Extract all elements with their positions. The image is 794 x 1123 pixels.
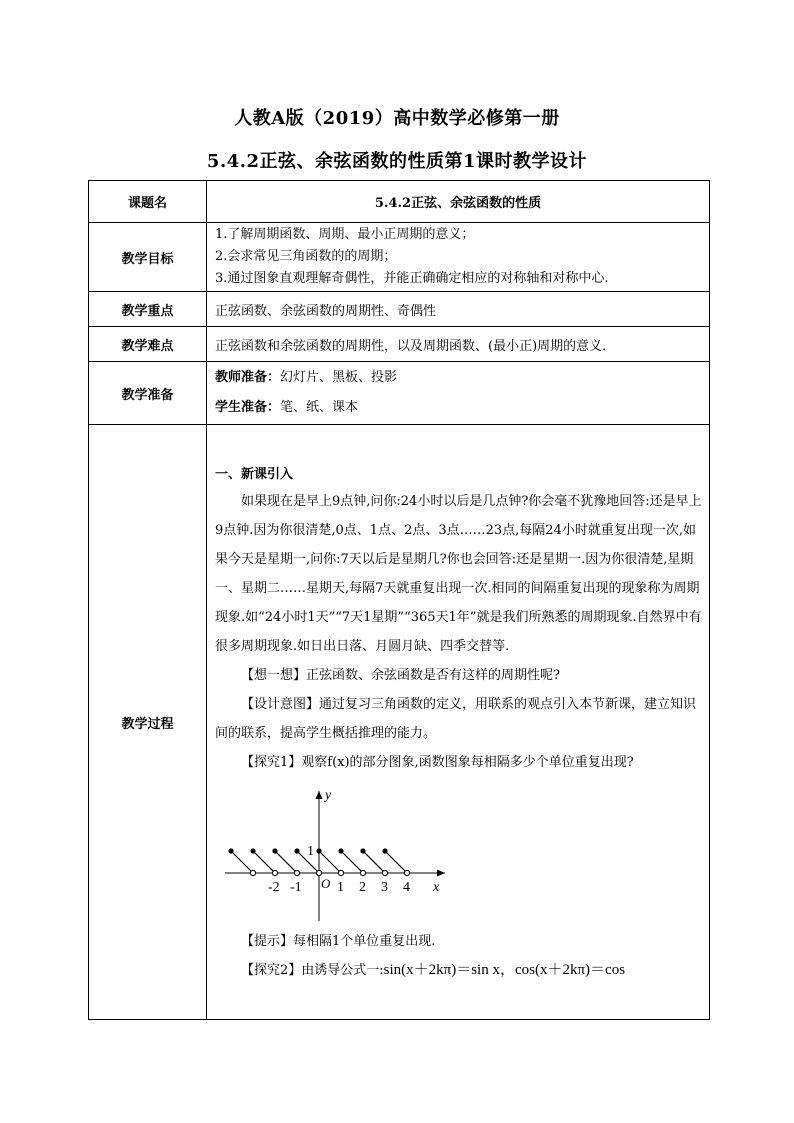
- prep-content: [207, 362, 710, 425]
- prep-student-label: 学生准备：: [215, 400, 281, 415]
- x-tick-label: 4: [403, 880, 410, 895]
- graph-point-open: [404, 870, 409, 875]
- prep-student-value: 笔、纸、课本: [280, 400, 359, 415]
- x-tick-label: -2: [268, 880, 280, 895]
- row-goals: [89, 223, 710, 292]
- origin-label: O: [321, 876, 331, 891]
- course-label: 课题名: [89, 181, 207, 223]
- graph-point-open: [250, 870, 255, 875]
- key-label: 教学重点: [89, 292, 207, 327]
- row-key-points: [89, 292, 710, 327]
- goal-item: 2.会求常见三角函数的的周期；: [215, 249, 397, 264]
- row-difficulties: [89, 327, 710, 362]
- graph-point-open: [272, 870, 277, 875]
- prep-label: 教学准备: [89, 362, 207, 425]
- graph-point-filled: [360, 848, 365, 853]
- lesson-plan-table: [88, 180, 710, 1020]
- graph-segment: [319, 851, 341, 873]
- proc-explore-2: [215, 956, 705, 985]
- graph-point-filled: [316, 848, 321, 853]
- graph-segment: [341, 851, 363, 873]
- graph-point-open: [316, 870, 321, 875]
- graph-point-filled: [228, 848, 233, 853]
- proc-design-intent: 【设计意图】通过复习三角函数的定义，用联系的观点引入本节新课，建立知识间的联系，提高学生概括推理的能力。: [215, 697, 697, 741]
- goal-item: 1.了解周期函数、周期、最小正周期的意义；: [215, 227, 475, 242]
- proc-heading: 一、新课引入: [215, 467, 294, 482]
- prep-teacher-label: 教师准备：: [215, 370, 281, 385]
- graph-segment: [275, 851, 297, 873]
- goal-item: 3.通过图象直观理解奇偶性，并能正确确定相应的对称轴和对称中心.: [215, 271, 609, 286]
- document-title: 人教A版（2019）高中数学必修第一册: [234, 108, 560, 129]
- goal-list: [207, 223, 710, 292]
- graph-point-open: [360, 870, 365, 875]
- x-tick-label: 1: [337, 880, 344, 895]
- proc-content: [207, 425, 710, 1020]
- row-process: [89, 425, 710, 1020]
- course-value: 5.4.2正弦、余弦函数的性质: [207, 181, 710, 223]
- x-axis-label: x: [433, 880, 440, 895]
- document-subtitle: 5.4.2正弦、余弦函数的性质第1课时教学设计: [206, 151, 588, 172]
- graph-segment: [385, 851, 407, 873]
- y-one-label: 1: [307, 844, 314, 859]
- graph-point-open: [338, 870, 343, 875]
- y-axis-label: y: [325, 788, 332, 803]
- y-axis-arrow: [316, 791, 323, 799]
- x-tick-labels: [268, 880, 410, 895]
- periodic-function-graph: [215, 783, 705, 927]
- graph-point-filled: [294, 848, 299, 853]
- graph-point-filled: [250, 848, 255, 853]
- x-tick-label: 2: [359, 880, 366, 895]
- diff-value: 正弦函数和余弦函数的周期性，以及周期函数、(最小正)周期的意义．: [207, 327, 710, 362]
- proc-label: 教学过程: [89, 425, 207, 1020]
- proc-explore-1: 【探究1】观察f(x)的部分图象,函数图象每相隔多少个单位重复出现?: [241, 755, 634, 770]
- graph-point-open: [294, 870, 299, 875]
- row-preparation: [89, 362, 710, 425]
- x-tick-label: -1: [290, 880, 302, 895]
- goal-label: 教学目标: [89, 223, 207, 292]
- graph-segment: [231, 851, 253, 873]
- x-axis-arrow: [437, 870, 445, 877]
- prep-teacher: [215, 363, 705, 393]
- x-tick-label: 3: [381, 880, 388, 895]
- prep-teacher-value: 幻灯片、黑板、投影: [280, 370, 398, 385]
- graph-segment: [363, 851, 385, 873]
- proc-think: 【想一想】正弦函数、余弦函数是否有这样的周期性呢?: [241, 668, 560, 683]
- graph-segment: [253, 851, 275, 873]
- graph-point-filled: [338, 848, 343, 853]
- graph-point-filled: [382, 848, 387, 853]
- proc-intro-paragraph: 如果现在是早上9点钟,问你:24小时以后是几点钟?你会毫不犹豫地回答:还是早上9点钟.因为你很清楚,0点、1点、2点、3点……23点,每隔24小时就重复出现一次,如果今天是星期一,问你:7天以后是星期几?你也会回答:还是星期一.因为你很清楚,星期一、星期二……星期天,每隔7天就重复出现一次.相同的间隔重复出现的现象称为周期现象.如“24小时1天”“7天1星期”“365天1年”就是我们所熟悉的周期现象.自然界中有很多周期现象.如日出日落、月圆月缺、四季交替等.: [215, 494, 702, 654]
- prep-student: [215, 393, 705, 423]
- graph-point-filled: [272, 848, 277, 853]
- key-value: 正弦函数、余弦函数的周期性、奇偶性: [207, 292, 710, 327]
- diff-label: 教学难点: [89, 327, 207, 362]
- proc-hint: 【提示】每相隔1个单位重复出现.: [241, 934, 436, 949]
- proc-explore-2-prefix: 【探究2】由诱导公式一:: [241, 963, 384, 978]
- row-course: [89, 181, 710, 223]
- graph-point-open: [382, 870, 387, 875]
- graph-svg: [215, 783, 455, 923]
- proc-explore-2-formula: sin(x＋2kπ)＝sin x，cos(x＋2kπ)＝cos: [383, 962, 626, 978]
